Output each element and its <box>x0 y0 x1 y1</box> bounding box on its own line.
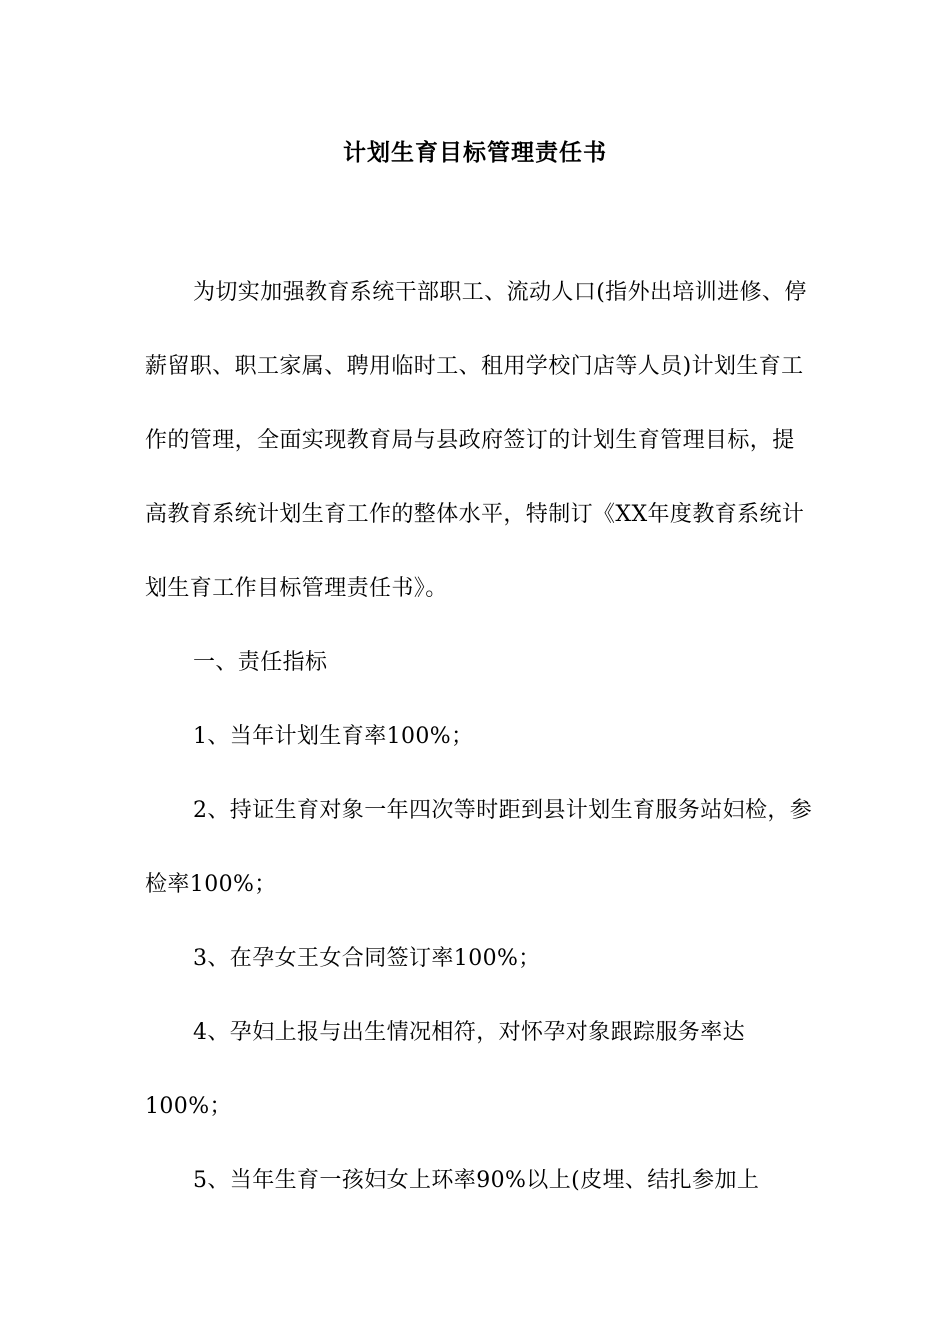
indicator-item-5: 5、当年生育一孩妇女上环率90%以上(皮埋、结扎参加上 <box>193 1168 760 1193</box>
indicator-item-2: 2、持证生育对象一年四次等时距到县计划生育服务站妇检，参检率100%； <box>145 798 813 897</box>
indicator-item-1: 1、当年计划生育率100%； <box>193 724 474 749</box>
indicator-item-4: 4、孕妇上报与出生情况相符，对怀孕对象跟踪服务率达100%； <box>145 1020 745 1119</box>
document-title: 计划生育目标管理责任书 <box>343 140 607 166</box>
intro-paragraph: 为切实加强教育系统干部职工、流动人口(指外出培训进修、停薪留职、职工家属、聘用临时工、租用学校门店等人员)计划生育工作的管理，全面实现教育局与县政府签订的计划生育管理目标，提高教育系统计划生育工作的整体水平，特制订《XX年度教育系统计划生育工作目标管理责任书》。 <box>145 280 807 601</box>
section-heading-responsibility-indicators: 一、责任指标 <box>193 650 328 675</box>
indicator-item-3: 3、在孕女王女合同签订率100%； <box>193 946 541 971</box>
document-body <box>145 256 815 1218</box>
